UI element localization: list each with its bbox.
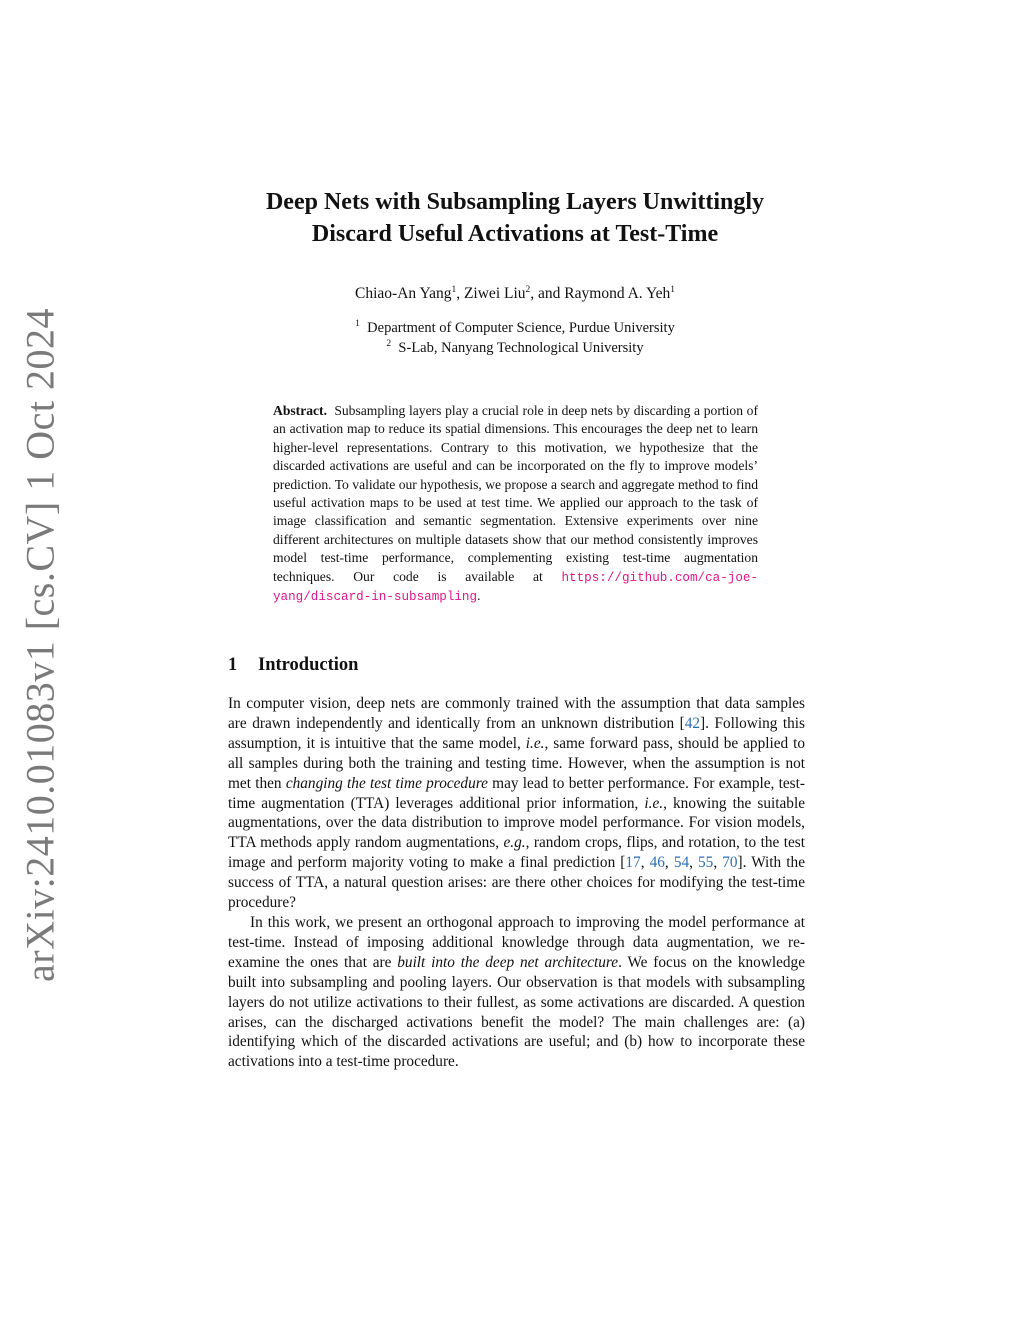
abstract-end: . [477, 588, 481, 604]
author-separator: , [456, 285, 464, 302]
section-heading [228, 653, 358, 677]
citation-link[interactable]: 55 [698, 854, 714, 872]
paragraph [228, 694, 805, 913]
text-run: , [640, 854, 650, 872]
section-number: 1 [228, 655, 238, 675]
affiliation-marker: 1 [451, 284, 457, 295]
title-line-2: Discard Useful Activations at Test-Time [311, 221, 719, 247]
abstract-text: Subsampling layers play a crucial role in deep nets by discarding a portion of an activation map to reduce its spatial dimensions. This encourages the deep net to learn higher-level representations. Contrary to this motivation, we hypothesize that the discarded activations are useful and can be incorporated on the fly to improve models’ prediction. To validate our hypothesis, we propose a search and aggregate method to find useful activation maps to be used at test time. We applied our approach to the task of image classification and semantic segmentation. Extensive experiments over nine different architectures on multiple datasets show that our method consistently improves model test-time performance, complementing existing test-time augmentation techniques. Our code is available at [273, 403, 758, 584]
text-run: , knowing the suitable augmentations, over the data distribution to improve model performance. For vision models, TTA methods apply random augmentations, [228, 794, 805, 852]
text-run: , [689, 854, 699, 872]
citation-link[interactable]: 54 [673, 854, 690, 872]
citation-link[interactable]: 42 [684, 714, 701, 732]
italic-text: changing the test time procedure [285, 774, 488, 792]
text-run: , random crops, flips, and rotation, to the test image and perform majority voting to make a final prediction [ [228, 834, 805, 872]
italic-text: i.e. [525, 734, 545, 752]
abstract [273, 402, 758, 606]
affiliation-list [175, 318, 855, 358]
affiliation-text: Department of Computer Science, Purdue University [367, 320, 675, 336]
affiliation-marker: 1 [670, 284, 675, 295]
text-run: ]. Following this assumption, it is intuitive that the same model, [228, 714, 805, 752]
text-run: In this work, we present an orthogonal approach to improving the model performance at test-time. Instead of imposing additional knowledge through data augmentation, we re-examine the ones that are [228, 913, 805, 971]
author-name: Ziwei Liu [463, 285, 526, 302]
italic-text: i.e. [644, 794, 664, 812]
affiliation-marker: 2 [386, 339, 392, 350]
text-run: may lead to better performance. For example, test-time augmentation (TTA) leverages additional prior information, [228, 774, 805, 812]
citation-link[interactable]: 17 [625, 854, 641, 872]
paragraph [228, 913, 805, 1072]
author-separator: , and [530, 285, 565, 302]
citation-link[interactable]: 70 [722, 854, 738, 872]
affiliation-marker: 1 [355, 319, 360, 330]
code-link[interactable]: https://github.com/ca-joe-yang/discard-in-subsampling [273, 570, 758, 605]
affiliation-line [175, 318, 855, 338]
affiliation-marker: 2 [525, 284, 531, 295]
italic-text: built into the deep net architecture [397, 953, 619, 971]
citation-link[interactable]: 46 [649, 854, 665, 872]
text-run: In computer vision, deep nets are commonly trained with the assumption that data samples are drawn independently and identically from an unknown distribution [ [228, 695, 805, 732]
text-run: . We focus on the knowledge built into subsampling and pooling layers. Our observation is that models with subsampling layers do not utilize activations to their fullest, as some activations are discarded. A question arises, can the discharged activations benefit the model? The main challenges are: (a) identifying which of the discarded activations are useful; and (b) how to incorporate these activations into a test-time procedure. [228, 953, 805, 1071]
italic-text: e.g. [503, 834, 526, 852]
affiliation-line [175, 338, 855, 358]
author-list [175, 283, 855, 305]
paper-title [175, 186, 855, 250]
arxiv-side-identifier: arXiv:2410.01083v1 [cs.CV] 1 Oct 2024 [17, 308, 63, 982]
title-line-1: Deep Nets with Subsampling Layers Unwittingly [265, 189, 765, 215]
text-run: , [664, 854, 674, 872]
author-name: Raymond A. Yeh [564, 285, 671, 302]
author-name: Chiao-An Yang [355, 285, 452, 302]
body-text [228, 694, 805, 1072]
text-run: , same forward pass, should be applied to all samples during both the training and testing time. However, when the assumption is not met then [228, 734, 806, 792]
section-title: Introduction [258, 655, 359, 675]
affiliation-text: S-Lab, Nanyang Technological University [398, 340, 644, 356]
abstract-label: Abstract. [273, 403, 327, 418]
text-run: ]. With the success of TTA, a natural question arises: are there other choices for modifying the test-time procedure? [228, 854, 805, 912]
text-run: , [713, 854, 723, 872]
